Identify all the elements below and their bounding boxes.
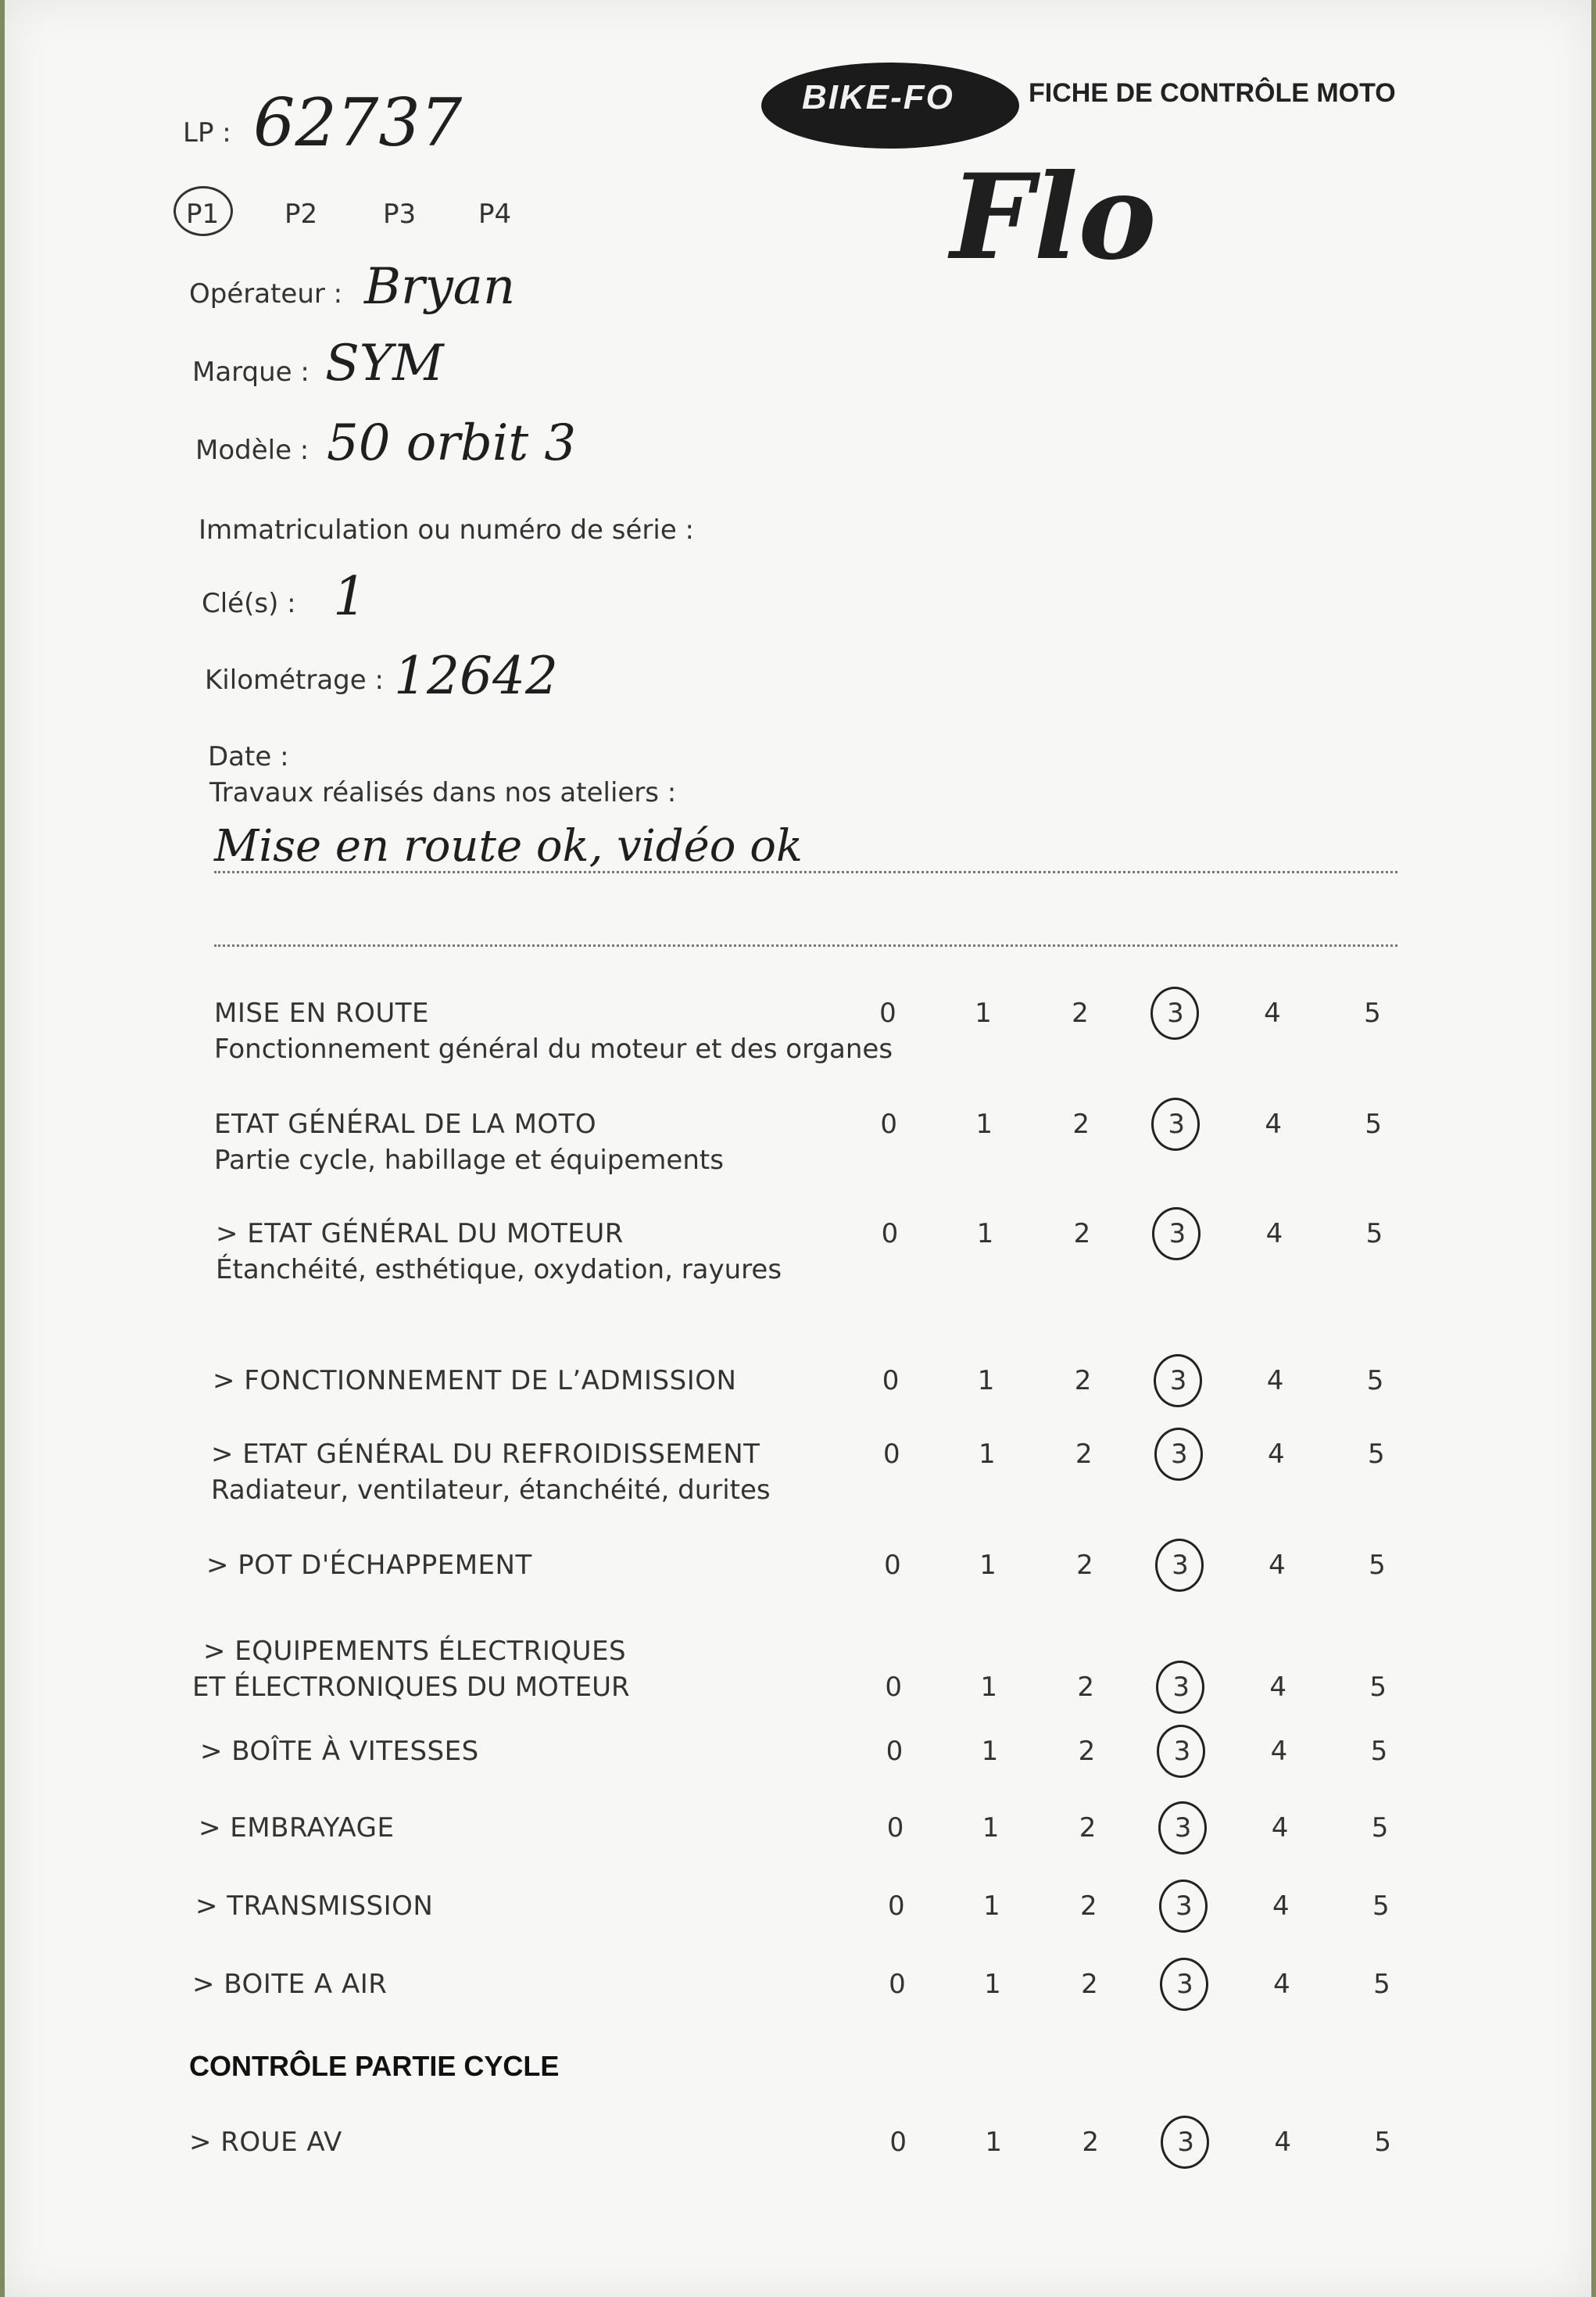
rating-row-7-score-1[interactable]: 1: [980, 1672, 997, 1703]
rating-row-3-title: > ETAT GÉNÉRAL DU MOTEUR: [216, 1218, 624, 1249]
rating-row-6-score-0[interactable]: 0: [884, 1550, 901, 1581]
rating-row-10-title: > TRANSMISSION: [195, 1890, 434, 1922]
rating-row-10-score-1[interactable]: 1: [982, 1890, 1000, 1922]
dotted-line-2: [214, 944, 1397, 947]
marque-value: SYM: [325, 335, 444, 392]
travaux-value: Mise en route ok, vidéo ok: [214, 821, 803, 872]
rating-row-9-score-5[interactable]: 5: [1371, 1812, 1389, 1844]
rating-row-1-score-1[interactable]: 1: [975, 998, 992, 1029]
rating-row-11-score-0[interactable]: 0: [889, 1969, 906, 2000]
rating-row-6-score-3[interactable]: 3: [1172, 1550, 1189, 1581]
rating-row-10-score-0[interactable]: 0: [887, 1890, 905, 1922]
rating-row-9-selected-score-circle: [1158, 1801, 1207, 1854]
rating-row-3-selected-score-circle: [1152, 1207, 1201, 1260]
rating-row-5-subtitle: Radiateur, ventilateur, étanchéité, durites: [211, 1475, 771, 1506]
rating-row-8-score-5[interactable]: 5: [1370, 1736, 1388, 1767]
rating-row-4-title: > FONCTIONNEMENT DE L’ADMISSION: [213, 1365, 737, 1396]
rating-row-9-score-1[interactable]: 1: [982, 1812, 1000, 1844]
immatriculation-label: Immatriculation ou numéro de série :: [199, 514, 694, 546]
date-label: Date :: [208, 741, 289, 772]
rating-row-4-score-3[interactable]: 3: [1169, 1365, 1187, 1396]
rating-row-11-score-1[interactable]: 1: [984, 1969, 1001, 2000]
rating-row-2-score-3[interactable]: 3: [1168, 1109, 1185, 1140]
rating-row-11-selected-score-circle: [1160, 1958, 1208, 2011]
cycle-row-1-score-2[interactable]: 2: [1082, 2127, 1099, 2158]
rating-row-2-score-4[interactable]: 4: [1265, 1109, 1282, 1140]
rating-row-6-score-2[interactable]: 2: [1076, 1550, 1093, 1581]
dotted-line-1: [214, 871, 1397, 873]
cycle-row-1-score-3[interactable]: 3: [1177, 2127, 1194, 2158]
rating-row-8-selected-score-circle: [1157, 1725, 1205, 1778]
rating-row-5-title: > ETAT GÉNÉRAL DU REFROIDISSEMENT: [211, 1439, 760, 1470]
rating-row-3-score-3[interactable]: 3: [1168, 1218, 1186, 1249]
rating-row-5-selected-score-circle: [1154, 1428, 1203, 1481]
rating-row-3-score-1[interactable]: 1: [976, 1218, 994, 1249]
rating-row-5-score-3[interactable]: 3: [1170, 1439, 1188, 1470]
rating-row-7-score-3[interactable]: 3: [1172, 1672, 1190, 1703]
travaux-label: Travaux réalisés dans nos ateliers :: [209, 777, 677, 808]
sheet-title: FICHE DE CONTRÔLE MOTO: [1029, 78, 1396, 108]
rating-row-8-score-3[interactable]: 3: [1173, 1736, 1191, 1767]
rating-row-7-score-4[interactable]: 4: [1269, 1672, 1286, 1703]
rating-row-4-score-2[interactable]: 2: [1074, 1365, 1092, 1396]
lp-label: LP :: [183, 117, 231, 149]
cles-value: 1: [333, 566, 367, 628]
modele-label: Modèle :: [195, 435, 310, 466]
rating-row-1-title: MISE EN ROUTE: [214, 998, 429, 1029]
rating-row-3-score-4[interactable]: 4: [1265, 1218, 1283, 1249]
rating-row-4-score-5[interactable]: 5: [1366, 1365, 1384, 1396]
rating-row-3-subtitle: Étanchéité, esthétique, oxydation, rayures: [216, 1254, 782, 1285]
rating-row-2-score-0[interactable]: 0: [880, 1109, 897, 1140]
rating-row-7-score-0[interactable]: 0: [885, 1672, 902, 1703]
position-p1[interactable]: P1: [186, 199, 220, 230]
rating-row-1-score-3[interactable]: 3: [1167, 998, 1184, 1029]
rating-row-11-score-2[interactable]: 2: [1081, 1969, 1098, 2000]
rating-row-6-title: > POT D'ÉCHAPPEMENT: [206, 1550, 532, 1581]
rating-row-2-title: ETAT GÉNÉRAL DE LA MOTO: [214, 1109, 597, 1140]
rating-row-4-score-1[interactable]: 1: [977, 1365, 995, 1396]
position-p3[interactable]: P3: [383, 199, 417, 230]
rating-row-10-score-4[interactable]: 4: [1272, 1890, 1290, 1922]
rating-row-9-score-3[interactable]: 3: [1174, 1812, 1192, 1844]
rating-row-10-score-2[interactable]: 2: [1079, 1890, 1097, 1922]
operateur-value: Bryan: [364, 258, 516, 316]
kilometrage-value: 12642: [394, 646, 558, 706]
marque-label: Marque :: [192, 357, 310, 388]
rating-row-7-subtitle: ET ÉLECTRONIQUES DU MOTEUR: [192, 1672, 630, 1703]
rating-row-2-score-1[interactable]: 1: [975, 1109, 993, 1140]
rating-row-1-score-4[interactable]: 4: [1264, 998, 1281, 1029]
rating-row-1-score-0[interactable]: 0: [879, 998, 896, 1029]
rating-row-3-score-0[interactable]: 0: [881, 1218, 899, 1249]
rating-row-1-subtitle: Fonctionnement général du moteur et des organes: [214, 1034, 893, 1065]
rating-row-1-selected-score-circle: [1150, 987, 1199, 1040]
rating-row-11-score-3[interactable]: 3: [1176, 1969, 1193, 2000]
rating-row-3-score-2[interactable]: 2: [1073, 1218, 1091, 1249]
rating-row-8-score-1[interactable]: 1: [981, 1736, 999, 1767]
rating-row-7-title: > EQUIPEMENTS ÉLECTRIQUES: [203, 1636, 627, 1667]
rating-row-8-score-2[interactable]: 2: [1078, 1736, 1096, 1767]
rating-row-9-score-4[interactable]: 4: [1271, 1812, 1289, 1844]
rating-row-6-score-4[interactable]: 4: [1269, 1550, 1286, 1581]
rating-row-4-score-4[interactable]: 4: [1266, 1365, 1284, 1396]
rating-row-5-score-2[interactable]: 2: [1075, 1439, 1093, 1470]
rating-row-9-score-2[interactable]: 2: [1079, 1812, 1097, 1844]
cycle-row-1-score-4[interactable]: 4: [1274, 2127, 1291, 2158]
cycle-row-1-title: > ROUE AV: [189, 2127, 342, 2158]
rating-row-5-score-4[interactable]: 4: [1267, 1439, 1285, 1470]
rating-row-8-score-4[interactable]: 4: [1270, 1736, 1288, 1767]
rating-row-4-score-0[interactable]: 0: [882, 1365, 900, 1396]
logo-text: BIKE-FO: [802, 78, 954, 116]
rating-row-10-selected-score-circle: [1159, 1880, 1208, 1933]
rating-row-11-title: > BOITE A AIR: [192, 1969, 388, 2000]
section-cycle-title: CONTRÔLE PARTIE CYCLE: [189, 2050, 560, 2082]
position-p4[interactable]: P4: [478, 199, 512, 230]
position-p2[interactable]: P2: [284, 199, 318, 230]
rating-row-10-score-5[interactable]: 5: [1372, 1890, 1390, 1922]
rating-row-9-score-0[interactable]: 0: [886, 1812, 904, 1844]
cycle-row-1-selected-score-circle: [1161, 2116, 1209, 2169]
handwritten-name: Flo: [950, 149, 1157, 286]
cles-label: Clé(s) :: [202, 588, 296, 619]
rating-row-1-score-5[interactable]: 5: [1364, 998, 1381, 1029]
cycle-row-1-score-1[interactable]: 1: [985, 2127, 1002, 2158]
rating-row-7-score-2[interactable]: 2: [1077, 1672, 1094, 1703]
operateur-label: Opérateur :: [189, 278, 343, 310]
rating-row-8-title: > BOÎTE À VITESSES: [200, 1736, 479, 1767]
cycle-row-1-score-0[interactable]: 0: [889, 2127, 907, 2158]
rating-row-7-selected-score-circle: [1156, 1661, 1204, 1714]
rating-row-7-score-5[interactable]: 5: [1369, 1672, 1387, 1703]
lp-value: 62737: [253, 84, 463, 161]
rating-row-5-score-5[interactable]: 5: [1367, 1439, 1385, 1470]
rating-row-8-score-0[interactable]: 0: [886, 1736, 904, 1767]
rating-row-2-selected-score-circle: [1151, 1098, 1200, 1151]
rating-row-11-score-5[interactable]: 5: [1373, 1969, 1390, 2000]
rating-row-6-selected-score-circle: [1155, 1539, 1204, 1592]
rating-row-2-score-2[interactable]: 2: [1072, 1109, 1090, 1140]
rating-row-1-score-2[interactable]: 2: [1072, 998, 1089, 1029]
modele-value: 50 orbit 3: [327, 414, 577, 472]
rating-row-11-score-4[interactable]: 4: [1273, 1969, 1290, 2000]
rating-row-6-score-5[interactable]: 5: [1369, 1550, 1386, 1581]
rating-row-2-subtitle: Partie cycle, habillage et équipements: [214, 1145, 724, 1176]
rating-row-3-score-5[interactable]: 5: [1365, 1218, 1383, 1249]
cycle-row-1-score-5[interactable]: 5: [1374, 2127, 1391, 2158]
rating-row-2-score-5[interactable]: 5: [1365, 1109, 1382, 1140]
inspection-sheet: [5, 0, 1591, 2297]
kilometrage-label: Kilométrage :: [205, 665, 384, 696]
rating-row-5-score-1[interactable]: 1: [978, 1439, 996, 1470]
rating-row-9-title: > EMBRAYAGE: [199, 1812, 395, 1844]
rating-row-5-score-0[interactable]: 0: [882, 1439, 900, 1470]
rating-row-4-selected-score-circle: [1154, 1354, 1202, 1407]
rating-row-10-score-3[interactable]: 3: [1175, 1890, 1193, 1922]
rating-row-6-score-1[interactable]: 1: [979, 1550, 997, 1581]
